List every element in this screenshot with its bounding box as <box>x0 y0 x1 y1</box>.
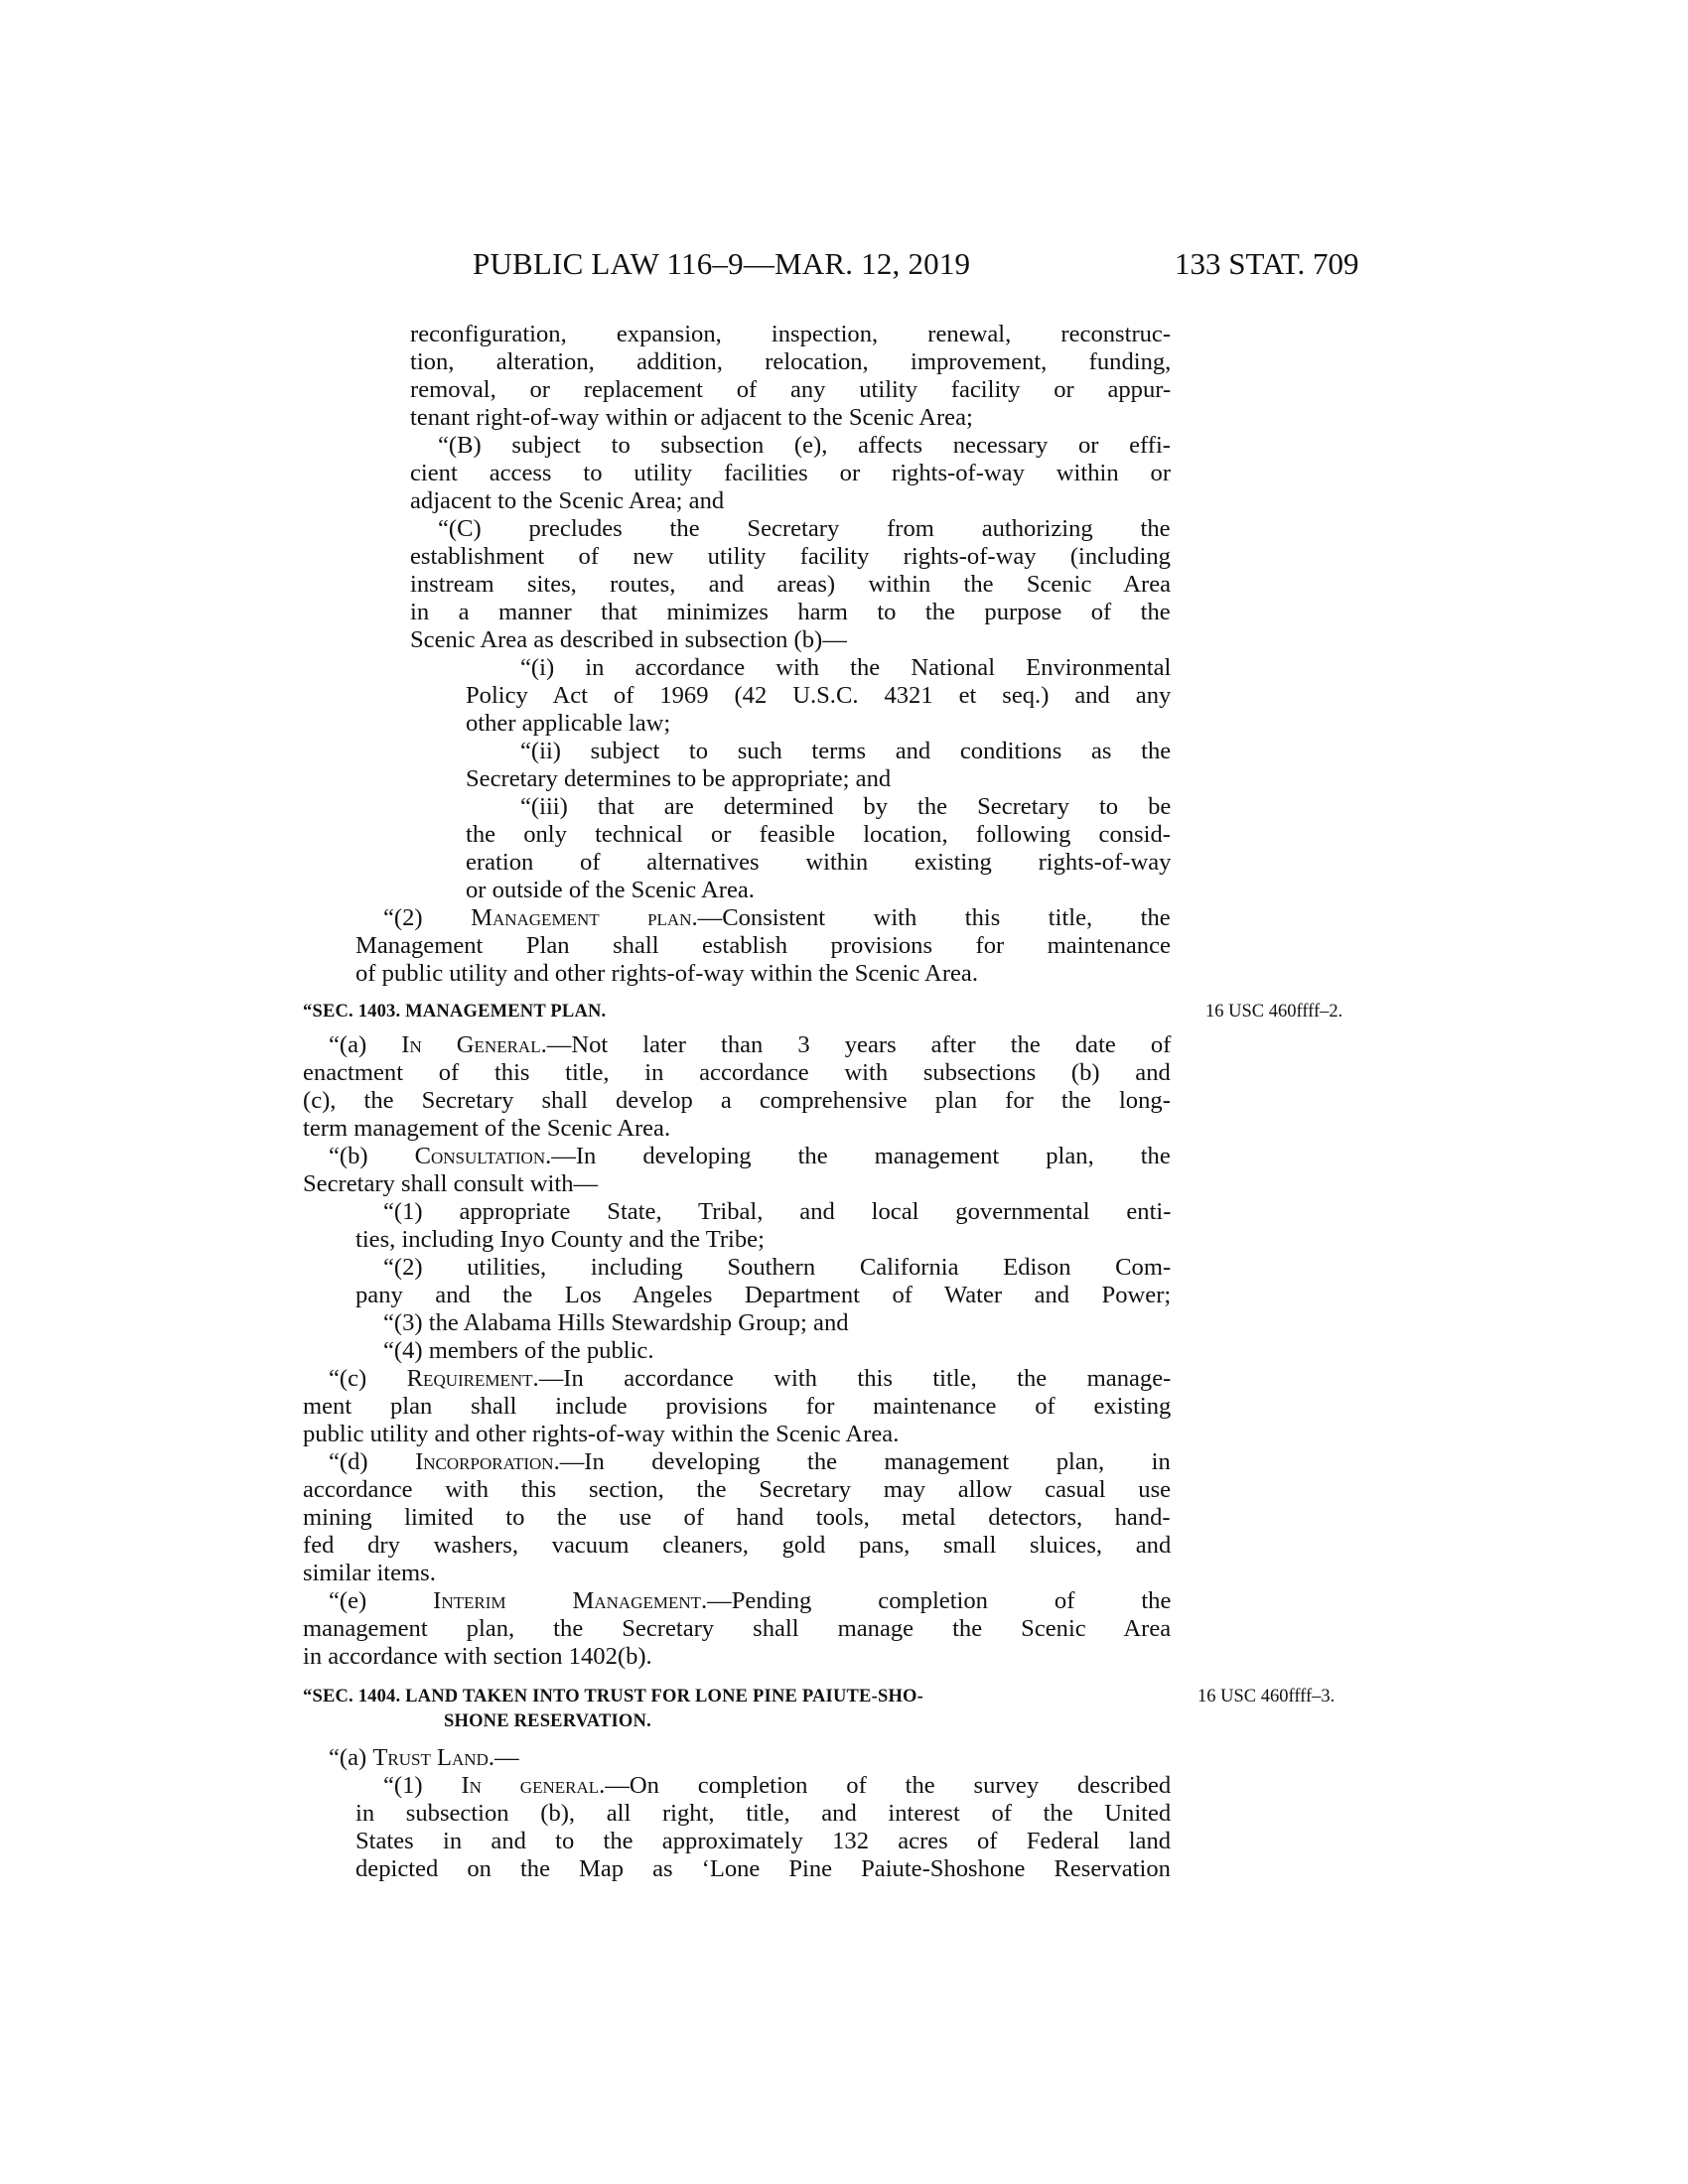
text-line: Scenic Area as described in subsection (b)— <box>410 626 847 653</box>
text-line: similar items. <box>303 1560 436 1586</box>
text-line: in a manner that minimizes harm to the purpose of the <box>410 599 1171 625</box>
text-line: “(iii) that are determined by the Secretary to be <box>520 793 1172 820</box>
text-line: eration of alternatives within existing rights-of-way <box>466 849 1172 876</box>
text-line: “(e) Interim Management.—Pending completion of the <box>329 1587 1172 1614</box>
text-line: “(a) In General.—Not later than 3 years after the date of <box>329 1031 1172 1058</box>
text-line: “(b) Consultation.—In developing the management plan, the <box>329 1143 1171 1169</box>
text-line: accordance with this section, the Secretary may allow casual use <box>303 1476 1172 1503</box>
text-line: of public utility and other rights-of-way within the Scenic Area. <box>355 960 978 987</box>
running-header-page-number: 133 STAT. 709 <box>1175 246 1359 281</box>
text-line: in subsection (b), all right, title, and interest of the United <box>355 1800 1172 1827</box>
running-header-title: PUBLIC LAW 116–9—MAR. 12, 2019 <box>473 246 971 281</box>
text-line: instream sites, routes, and areas) within the Scenic Area <box>410 571 1172 598</box>
text-line: “(2) Management plan.—Consistent with this title, the <box>383 904 1171 931</box>
text-line: mining limited to the use of hand tools, metal detectors, hand- <box>303 1504 1171 1531</box>
text-line: enactment of this title, in accordance with subsections (b) and <box>303 1059 1171 1086</box>
margin-citation-1404: 16 USC 460ffff–3. <box>1197 1687 1336 1706</box>
text-line: Policy Act of 1969 (42 U.S.C. 4321 et seq.) and any <box>466 682 1172 709</box>
text-line: term management of the Scenic Area. <box>303 1115 671 1142</box>
text-line: “(2) utilities, including Southern California Edison Com- <box>383 1254 1172 1281</box>
text-line: (c), the Secretary shall develop a comprehensive plan for the long- <box>303 1087 1171 1114</box>
text-line: cient access to utility facilities or rights-of-way within or <box>410 460 1172 486</box>
text-line: or outside of the Scenic Area. <box>466 877 755 903</box>
text-line: public utility and other rights-of-way within the Scenic Area. <box>303 1421 900 1447</box>
text-line: States in and to the approximately 132 acres of Federal land <box>355 1828 1172 1854</box>
text-line: removal, or replacement of any utility facility or appur- <box>410 376 1172 403</box>
text-line: establishment of new utility facility rights-of-way (including <box>410 543 1171 570</box>
text-line: adjacent to the Scenic Area; and <box>410 487 725 514</box>
text-line: fed dry washers, vacuum cleaners, gold pans, small sluices, and <box>303 1532 1172 1559</box>
text-line: tenant right-of-way within or adjacent to the Scenic Area; <box>410 404 973 431</box>
section-heading-1403: “SEC. 1403. MANAGEMENT PLAN. <box>303 1002 607 1022</box>
text-line: “(4) members of the public. <box>383 1337 654 1364</box>
text-line: “(c) Requirement.—In accordance with this title, the manage- <box>329 1365 1172 1392</box>
text-line: management plan, the Secretary shall manage the Scenic Area <box>303 1615 1172 1642</box>
text-line: Secretary determines to be appropriate; and <box>466 765 892 792</box>
text-line: “(d) Incorporation.—In developing the management plan, in <box>329 1448 1171 1475</box>
section-heading-1404: “SEC. 1404. LAND TAKEN INTO TRUST FOR LONE PINE PAIUTE-SHO- <box>303 1687 923 1706</box>
text-line: pany and the Los Angeles Department of Water and Power; <box>355 1282 1172 1308</box>
text-line: reconfiguration, expansion, inspection, renewal, reconstruc- <box>410 321 1172 347</box>
text-line: ment plan shall include provisions for maintenance of existing <box>303 1393 1172 1420</box>
text-line: “(C) precludes the Secretary from authorizing the <box>438 515 1171 542</box>
text-line: ties, including Inyo County and the Tribe; <box>355 1226 765 1253</box>
text-line: “(B) subject to subsection (e), affects necessary or effi- <box>438 432 1171 459</box>
text-line: “(1) appropriate State, Tribal, and local governmental enti- <box>383 1198 1172 1225</box>
section-heading-1404-cont: SHONE RESERVATION. <box>444 1711 651 1731</box>
text-line: depicted on the Map as ‘Lone Pine Paiute-Shoshone Reservation <box>355 1855 1171 1882</box>
text-line: tion, alteration, addition, relocation, improvement, funding, <box>410 348 1172 375</box>
text-line: “(i) in accordance with the National Environmental <box>520 654 1172 681</box>
text-line: “(1) In general.—On completion of the survey described <box>383 1772 1172 1799</box>
text-line: the only technical or feasible location, following consid- <box>466 821 1171 848</box>
text-line: “(ii) subject to such terms and conditions as the <box>520 738 1172 764</box>
text-line: Management Plan shall establish provisions for maintenance <box>355 932 1171 959</box>
text-line: “(a) Trust Land.— <box>329 1744 519 1771</box>
margin-citation-1403: 16 USC 460ffff–2. <box>1205 1002 1343 1022</box>
text-line: Secretary shall consult with— <box>303 1170 599 1197</box>
text-line: in accordance with section 1402(b). <box>303 1643 652 1670</box>
text-line: other applicable law; <box>466 710 671 737</box>
text-line: “(3) the Alabama Hills Stewardship Group; and <box>383 1309 849 1336</box>
